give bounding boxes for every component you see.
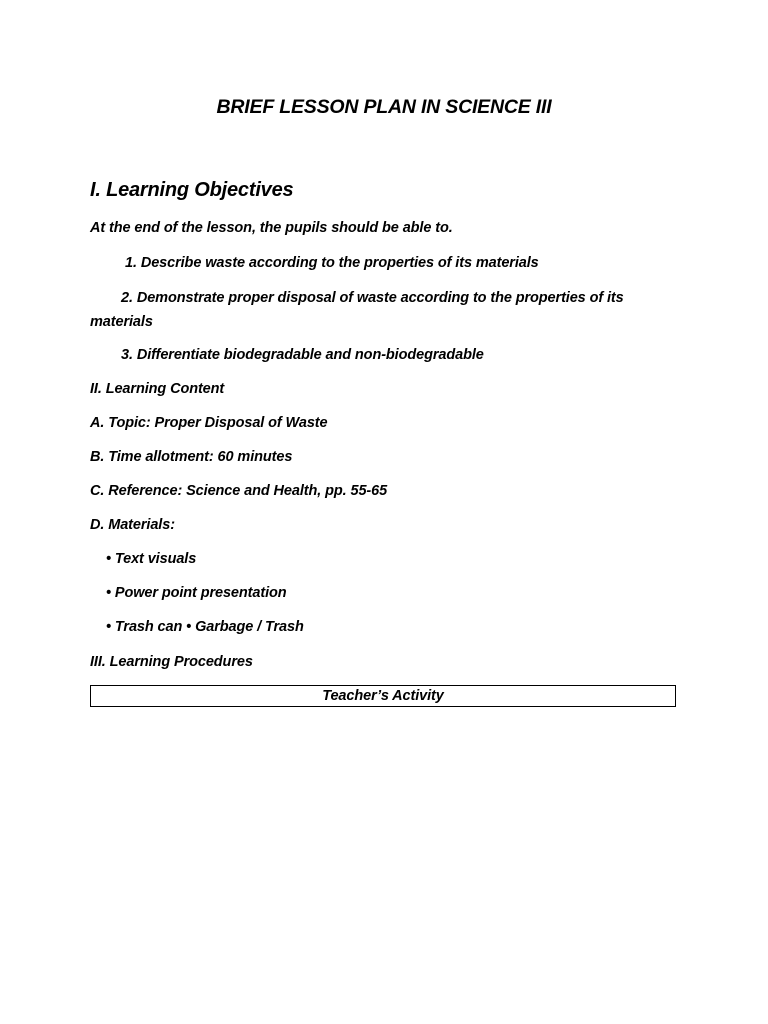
materials-item-1: • Text visuals (106, 551, 197, 567)
objectives-intro: At the end of the lesson, the pupils should be able to. (90, 220, 453, 236)
content-heading: II. Learning Content (90, 381, 225, 397)
objective-item-1: 1. Describe waste according to the properties of its materials (125, 255, 539, 271)
materials-heading: D. Materials: (90, 517, 175, 533)
content-time-allotment: B. Time allotment: 60 minutes (90, 449, 293, 465)
materials-item-3: • Trash can • Garbage / Trash (106, 619, 304, 635)
objective-item-2: 2. Demonstrate proper disposal of waste according to the properties of its materials (90, 290, 624, 330)
activity-table-header: Teacher’s Activity (322, 688, 444, 704)
materials-item-2: • Power point presentation (106, 585, 287, 601)
content-topic: A. Topic: Proper Disposal of Waste (90, 415, 328, 431)
procedures-heading: III. Learning Procedures (90, 654, 253, 670)
objectives-heading: I. Learning Objectives (90, 179, 294, 201)
document-title: BRIEF LESSON PLAN IN SCIENCE III (216, 96, 552, 118)
content-reference: C. Reference: Science and Health, pp. 55-65 (90, 483, 388, 499)
activity-table (90, 685, 676, 707)
objective-item-3: 3. Differentiate biodegradable and non-biodegradable (121, 347, 484, 363)
